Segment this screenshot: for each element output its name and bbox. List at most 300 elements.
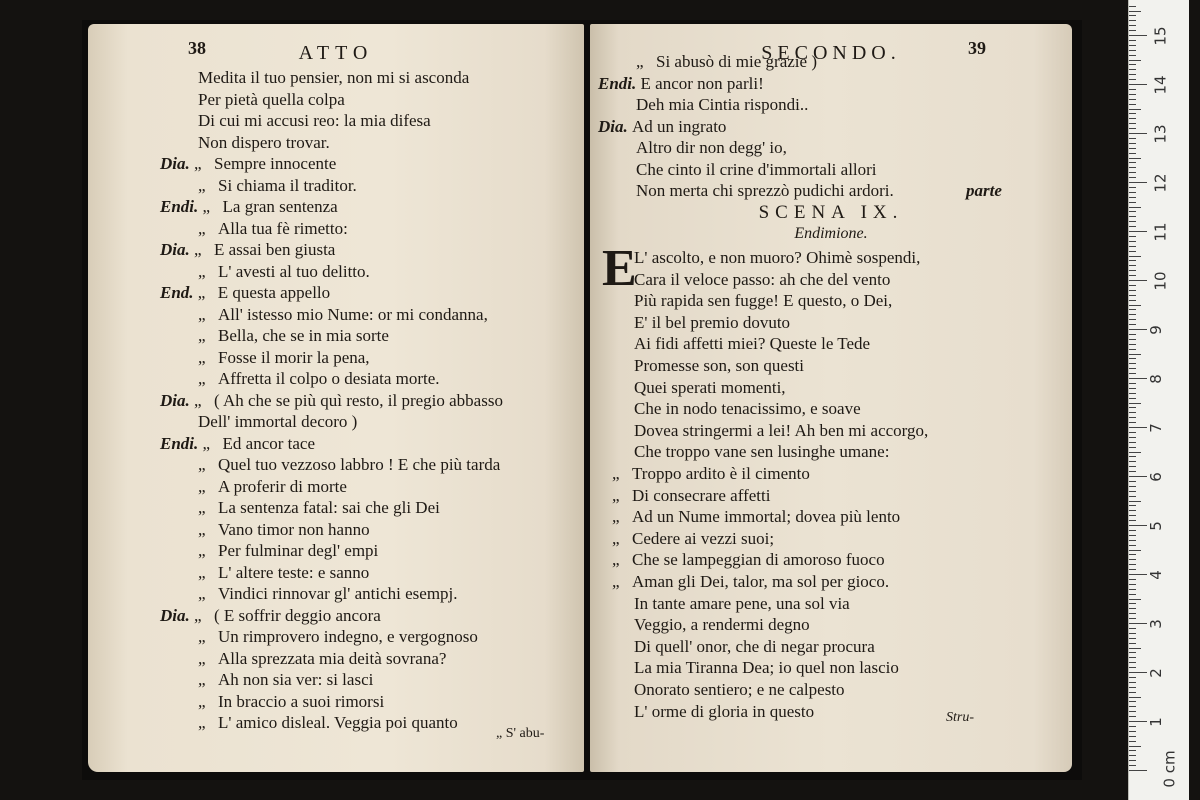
ruler-tick (1129, 672, 1147, 673)
ruler-tick (1129, 358, 1136, 359)
ruler-tick (1129, 334, 1136, 335)
ruler-tick (1129, 45, 1136, 46)
ruler-mark-label: 9 (1146, 325, 1165, 335)
quote-mark: „ (198, 541, 206, 560)
ruler-tick (1129, 481, 1136, 482)
ruler-tick (1129, 603, 1136, 604)
verse-text: Si chiama il traditor. (218, 175, 357, 195)
ruler-tick (1129, 579, 1136, 580)
ruler-mark-label: 8 (1146, 374, 1165, 384)
ruler-tick (1129, 476, 1147, 477)
quote-mark: „ (198, 261, 206, 281)
ruler-tick (1129, 540, 1136, 541)
ruler-tick (1129, 697, 1141, 698)
ruler-tick (1129, 589, 1136, 590)
ruler-tick (1129, 515, 1136, 516)
quote-mark: „ (198, 304, 206, 324)
text-line (634, 421, 928, 441)
ruler-tick (1129, 270, 1136, 271)
text-line (160, 111, 431, 131)
speaker-label: Endi. (160, 197, 203, 216)
left-page (88, 24, 584, 772)
ruler-tick (1129, 378, 1147, 379)
speaker-label: End. (160, 283, 198, 302)
text-line (160, 240, 335, 260)
quote-mark: „ (198, 713, 206, 732)
ruler-tick (1129, 162, 1136, 163)
ruler-tick (1129, 648, 1141, 649)
ruler-tick (1129, 133, 1147, 134)
text-line (634, 702, 814, 722)
ruler-tick (1129, 554, 1136, 555)
ruler-tick (1129, 628, 1136, 629)
text-line (160, 455, 500, 475)
ruler-tick (1129, 368, 1136, 369)
ruler-mark-label: 10 (1151, 271, 1170, 291)
text-line (634, 680, 845, 700)
catchword-right: Stru- (946, 710, 974, 725)
ruler-tick (1129, 633, 1136, 634)
ruler-tick (1129, 143, 1136, 144)
ruler-tick (1129, 211, 1136, 212)
speaker-label: Dia. (160, 390, 194, 410)
verse-text: Vano timor non hanno (218, 519, 370, 539)
ruler-tick (1129, 177, 1136, 178)
verse-text: Quel tuo vezzoso labbro ! E che più tarda (218, 455, 501, 474)
text-line (160, 391, 503, 411)
quote-mark: „ (198, 648, 206, 668)
text-line (612, 550, 885, 570)
quote-mark: „ (636, 52, 644, 71)
ruler-tick (1129, 447, 1136, 448)
verse-text: Di quell' onor, che di negar procura (634, 636, 875, 656)
speaker-label: Dia. (598, 116, 632, 136)
verse-text: E ancor non parli! (640, 73, 764, 93)
ruler-tick (1129, 638, 1136, 639)
ruler-tick (1129, 123, 1136, 124)
ruler-tick (1129, 339, 1136, 340)
stage-direction-exit: parte (966, 181, 1002, 200)
ruler-tick (1129, 452, 1141, 453)
ruler-tick (1129, 657, 1136, 658)
ruler-tick (1129, 74, 1136, 75)
ruler-tick (1129, 128, 1136, 129)
text-line (612, 529, 774, 549)
ruler-tick (1129, 246, 1136, 247)
ruler-tick (1129, 505, 1136, 506)
ruler-tick (1129, 755, 1136, 756)
text-line (160, 584, 458, 604)
ruler-tick (1129, 167, 1136, 168)
ruler-tick (1129, 716, 1136, 717)
verse-text: Sempre innocente (214, 154, 337, 173)
ruler-tick (1129, 30, 1136, 31)
verse-text: In braccio a suoi rimorsi (218, 691, 385, 711)
ruler-tick (1129, 608, 1136, 609)
ruler-tick (1129, 525, 1147, 526)
text-line (634, 270, 890, 290)
verse-text: Ai fidi affetti miei? Queste le Tede (634, 334, 871, 354)
ruler-tick (1129, 545, 1136, 546)
ruler-tick (1129, 726, 1136, 727)
verse-text: Che cinto il crine d'immortali allori (636, 159, 877, 179)
ruler-tick (1129, 442, 1136, 443)
verse-text: Cara il veloce passo: ah che del vento (634, 269, 891, 289)
ruler-tick (1129, 305, 1141, 306)
ruler-tick (1129, 652, 1136, 653)
ruler-tick (1129, 99, 1136, 100)
text-line (598, 74, 764, 94)
ruler-tick (1129, 158, 1141, 159)
ruler-tick (1129, 618, 1136, 619)
verse-text: Ed ancor tace (222, 433, 316, 453)
quote-mark: „ (612, 485, 620, 505)
ruler-tick (1129, 564, 1136, 565)
text-line (634, 313, 790, 333)
text-line (160, 326, 389, 346)
ruler-tick (1129, 535, 1136, 536)
ruler-mark-label: 14 (1151, 75, 1170, 95)
text-line (160, 606, 381, 626)
ruler-tick (1129, 613, 1136, 614)
text-line (634, 594, 850, 614)
quote-mark: „ (202, 197, 211, 216)
text-line (160, 197, 338, 217)
text-line (160, 412, 357, 432)
text-line (160, 283, 330, 303)
ruler-tick (1129, 383, 1136, 384)
ruler-tick (1129, 373, 1136, 374)
ruler-mark-label: 1 (1146, 717, 1165, 727)
text-line (160, 541, 378, 561)
ruler-tick (1129, 550, 1141, 551)
quote-mark: „ (612, 464, 620, 483)
ruler-tick (1129, 354, 1141, 355)
verse-text: Fosse il morir la pena, (218, 347, 370, 367)
text-line (634, 658, 899, 678)
verse-text: Per fulminar degl' empi (218, 541, 379, 560)
verse-text: Onorato sentiero; e ne calpesto (634, 680, 845, 699)
verse-text: La sentenza fatal: sai che gli Dei (218, 498, 440, 517)
verse-text: Si abusò di mie grazie ) (656, 52, 817, 71)
ruler-tick (1129, 760, 1136, 761)
ruler-tick (1129, 403, 1141, 404)
ruler-tick (1129, 344, 1136, 345)
ruler-mark-label: 3 (1146, 619, 1165, 629)
ruler-tick (1129, 417, 1136, 418)
ruler-tick (1129, 256, 1141, 257)
ruler-tick (1129, 559, 1136, 560)
ruler-tick (1129, 746, 1141, 747)
text-line (634, 615, 810, 635)
verse-text: L' orme di gloria in questo (634, 701, 815, 721)
text-line (634, 442, 889, 462)
ruler-tick (1129, 236, 1136, 237)
quote-mark: „ (198, 455, 206, 474)
ruler-tick (1129, 662, 1136, 663)
ruler-tick (1129, 491, 1136, 492)
quote-mark: „ (198, 347, 206, 367)
quote-mark: „ (194, 240, 202, 259)
ruler-tick (1129, 574, 1147, 575)
speaker-label: Endi. (160, 433, 203, 453)
ruler-tick (1129, 412, 1136, 413)
quote-mark: „ (198, 476, 206, 496)
ruler-tick (1129, 64, 1136, 65)
ruler-tick (1129, 456, 1136, 457)
ruler-tick (1129, 89, 1136, 90)
ruler-tick (1129, 11, 1141, 12)
verse-text: Che troppo vane sen lusinghe umane: (634, 442, 890, 462)
verse-text: Di cui mi accusi reo: la mia difesa (198, 111, 431, 130)
measuring-ruler (1128, 0, 1189, 800)
speaker-label: Dia. (160, 240, 194, 259)
ruler-tick (1129, 765, 1136, 766)
ruler-tick (1129, 667, 1136, 668)
text-line (160, 434, 315, 454)
running-head-right: SECONDO. (761, 42, 901, 64)
ruler-tick (1129, 486, 1136, 487)
ruler-tick (1129, 731, 1136, 732)
ruler-tick (1129, 153, 1136, 154)
ruler-tick (1129, 251, 1136, 252)
text-line (634, 399, 861, 419)
text-line (160, 713, 458, 733)
ruler-tick (1129, 94, 1136, 95)
ruler-tick (1129, 437, 1136, 438)
text-line (160, 176, 357, 196)
verse-text: La mia Tiranna Dea; io quel non lascio (634, 658, 899, 678)
ruler-tick (1129, 432, 1136, 433)
verse-text: Veggio, a rendermi degno (634, 615, 810, 635)
text-line (160, 563, 369, 583)
quote-mark: „ (198, 691, 206, 711)
text-line (612, 572, 889, 592)
verse-text: Vindici rinnovar gl' antichi esempj. (218, 584, 458, 603)
verse-text: Di consecrare affetti (632, 485, 771, 505)
ruler-tick (1129, 530, 1136, 531)
open-book (82, 20, 1082, 780)
text-line (160, 649, 446, 669)
quote-mark: „ (198, 627, 206, 646)
quote-mark: „ (198, 175, 206, 195)
verse-text: Ad un Nume immortal; dovea più lento (632, 507, 901, 527)
quote-mark: „ (198, 670, 206, 689)
ruler-tick (1129, 427, 1147, 428)
text-line (160, 219, 348, 239)
page-number-left: 38 (188, 38, 206, 58)
verse-text: L' avesti al tuo delitto. (218, 261, 370, 281)
verse-text: Quei sperati momenti, (634, 377, 786, 397)
ruler-tick (1129, 461, 1136, 462)
ruler-tick (1129, 221, 1136, 222)
scene-heading: SCENA IX. (758, 202, 904, 223)
text-line (612, 507, 900, 527)
ruler-mark-label: 15 (1151, 26, 1170, 46)
quote-mark: „ (198, 519, 206, 539)
verse-text: Ah non sia ver: si lasci (218, 670, 374, 689)
verse-text: Non dispero trovar. (198, 132, 330, 152)
ruler-tick (1129, 231, 1147, 232)
verse-text: Troppo ardito è il cimento (632, 464, 810, 483)
quote-mark: „ (612, 528, 620, 548)
verse-text: Promesse son, son questi (634, 356, 804, 375)
ruler-tick (1129, 148, 1136, 149)
ruler-tick (1129, 706, 1136, 707)
text-line (160, 348, 370, 368)
ruler-tick (1129, 207, 1141, 208)
ruler-tick (1129, 393, 1136, 394)
verse-text: Più rapida sen fugge! E questo, o Dei, (634, 291, 893, 311)
quote-mark: „ (202, 433, 211, 453)
ruler-tick (1129, 6, 1136, 7)
verse-text: L' amico disleal. Veggia poi quanto (218, 713, 458, 732)
ruler-tick (1129, 104, 1136, 105)
ruler-mark-label: 12 (1151, 173, 1170, 193)
verse-text: Altro dir non degg' io, (636, 138, 787, 157)
ruler-tick (1129, 118, 1136, 119)
verse-text: Deh mia Cintia rispondi.. (636, 95, 809, 114)
verse-text: E questa appello (217, 283, 331, 302)
verse-text: In tante amare pene, una sol via (634, 593, 850, 613)
ruler-tick (1129, 324, 1136, 325)
ruler-tick (1129, 275, 1136, 276)
speaker-label: Dia. (160, 154, 194, 173)
running-head-left: ATTO (298, 42, 374, 64)
ruler-mark-label: 7 (1146, 423, 1165, 433)
ruler-tick (1129, 79, 1136, 80)
ruler-tick (1129, 599, 1141, 600)
text-line (160, 262, 370, 282)
catchword-left: „ S' abu- (496, 726, 545, 741)
text-line (598, 117, 726, 137)
verse-text: Dell' immortal decoro ) (198, 412, 358, 431)
ruler-tick (1129, 241, 1136, 242)
verse-text: Che se lampeggian di amoroso fuoco (632, 550, 885, 570)
ruler-tick (1129, 750, 1136, 751)
ruler-tick (1129, 496, 1136, 497)
quote-mark: „ (612, 550, 620, 570)
ruler-tick (1129, 349, 1136, 350)
text-line (612, 486, 770, 506)
ruler-tick (1129, 40, 1136, 41)
ruler-tick (1129, 687, 1136, 688)
quote-mark: „ (198, 369, 206, 388)
text-line (634, 378, 786, 398)
ruler-tick (1129, 182, 1147, 183)
ruler-tick (1129, 692, 1136, 693)
ruler-tick (1129, 295, 1136, 296)
ruler-tick (1129, 510, 1136, 511)
ruler-tick (1129, 50, 1136, 51)
ruler-tick (1129, 280, 1147, 281)
text-line (160, 305, 488, 325)
ruler-tick (1129, 677, 1136, 678)
text-line (160, 520, 370, 540)
verse-text: Affretta il colpo o desiata morte. (218, 369, 440, 388)
ruler-tick (1129, 69, 1136, 70)
text-line (160, 692, 384, 712)
ruler-tick (1129, 35, 1147, 36)
ruler-tick (1129, 216, 1136, 217)
verse-text: Che in nodo tenacissimo, e soave (634, 399, 861, 419)
quote-mark: „ (194, 154, 202, 173)
ruler-tick (1129, 501, 1141, 502)
quote-mark: „ (197, 283, 206, 302)
ruler-tick (1129, 569, 1136, 570)
text-line (634, 356, 804, 376)
quote-mark: „ (198, 584, 206, 603)
text-line (160, 670, 373, 690)
page-number-right: 39 (968, 38, 986, 58)
ruler-tick (1129, 314, 1136, 315)
ruler-tick (1129, 388, 1136, 389)
ruler-tick (1129, 202, 1136, 203)
ruler-tick (1129, 770, 1147, 771)
ruler-tick (1129, 25, 1136, 26)
ruler-tick (1129, 682, 1136, 683)
ruler-tick (1129, 319, 1136, 320)
ruler-tick (1129, 721, 1147, 722)
ruler-tick (1129, 172, 1136, 173)
ruler-tick (1129, 138, 1136, 139)
ruler-tick (1129, 20, 1136, 21)
verse-text: All' istesso mio Nume: or mi condanna, (218, 304, 488, 324)
ruler-unit-label: 0 cm (1160, 750, 1179, 788)
ruler-mark-label: 2 (1146, 668, 1165, 678)
text-line (160, 498, 440, 518)
ruler-mark-label: 11 (1151, 222, 1170, 242)
quote-mark: „ (198, 218, 206, 238)
quote-mark: „ (198, 326, 206, 345)
ruler-mark-label: 13 (1151, 124, 1170, 144)
ruler-tick (1129, 192, 1136, 193)
text-line (160, 477, 347, 497)
ruler-tick (1129, 643, 1136, 644)
ruler-tick (1129, 329, 1147, 330)
ruler-mark-label: 4 (1146, 570, 1165, 580)
verse-text: Medita il tuo pensier, non mi si asconda (198, 68, 470, 87)
verse-text: E assai ben giusta (214, 240, 336, 259)
text-line (598, 95, 808, 115)
verse-text: La gran sentenza (222, 197, 338, 216)
verse-text: E' il bel premio dovuto (634, 312, 791, 332)
verse-text: Cedere ai vezzi suoi; (632, 528, 775, 548)
ruler-tick (1129, 471, 1136, 472)
quote-mark: „ (612, 572, 620, 591)
right-page (590, 24, 1072, 772)
verse-text: Alla tua fè rimetto: (218, 218, 348, 238)
text-line (634, 291, 892, 311)
speaker-label: Dia. (160, 605, 194, 625)
ruler-tick (1129, 741, 1136, 742)
text-line (160, 154, 336, 174)
verse-text: Per pietà quella colpa (198, 89, 345, 109)
ruler-tick (1129, 363, 1136, 364)
ruler-mark-label: 5 (1146, 521, 1165, 531)
ruler-tick (1129, 285, 1136, 286)
verse-text: Ad un ingrato (632, 116, 727, 136)
ruler-tick (1129, 736, 1136, 737)
ruler-tick (1129, 701, 1136, 702)
text-line (612, 464, 810, 484)
ruler-tick (1129, 623, 1147, 624)
quote-mark: „ (198, 562, 206, 582)
verse-text: Non merta chi sprezzò pudichi ardori. (636, 181, 894, 200)
ruler-tick (1129, 466, 1136, 467)
ruler-tick (1129, 113, 1136, 114)
ruler-tick (1129, 422, 1136, 423)
